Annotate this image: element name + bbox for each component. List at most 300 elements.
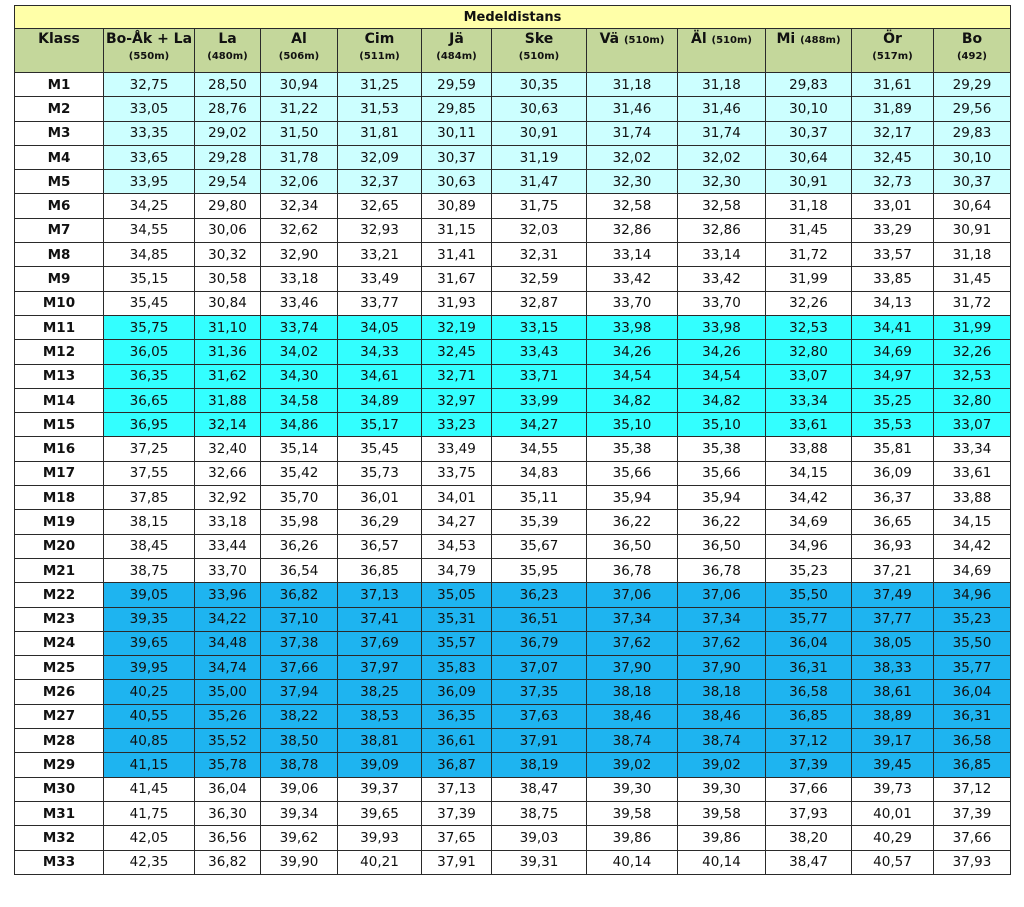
time-cell: 35,53 [852, 413, 934, 437]
time-cell: 36,78 [678, 558, 766, 582]
time-cell: 33,23 [422, 413, 492, 437]
time-cell: 39,93 [338, 826, 422, 850]
time-cell: 33,77 [338, 291, 422, 315]
time-cell: 37,62 [678, 631, 766, 655]
time-cell: 42,35 [104, 850, 195, 874]
time-cell: 36,29 [338, 510, 422, 534]
time-cell: 34,74 [195, 656, 261, 680]
time-cell: 33,42 [587, 267, 678, 291]
column-header-5 [422, 29, 492, 73]
time-cell: 36,05 [104, 340, 195, 364]
time-cell: 31,18 [678, 73, 766, 97]
time-cell: 38,46 [587, 704, 678, 728]
time-cell: 34,05 [338, 315, 422, 339]
time-cell: 38,25 [338, 680, 422, 704]
time-cell: 38,18 [678, 680, 766, 704]
time-cell: 37,34 [587, 607, 678, 631]
time-cell: 39,35 [104, 607, 195, 631]
time-cell: 31,99 [766, 267, 852, 291]
time-cell: 36,61 [422, 729, 492, 753]
time-cell: 31,36 [195, 340, 261, 364]
time-cell: 34,79 [422, 558, 492, 582]
time-cell: 32,90 [261, 243, 338, 267]
time-cell: 34,26 [678, 340, 766, 364]
time-cell: 31,78 [261, 145, 338, 169]
time-cell: 31,93 [422, 291, 492, 315]
table-row [15, 145, 1011, 169]
time-cell: 37,93 [766, 801, 852, 825]
time-cell: 35,45 [338, 437, 422, 461]
time-cell: 31,45 [934, 267, 1011, 291]
time-cell: 35,14 [261, 437, 338, 461]
time-cell: 32,59 [492, 267, 587, 291]
time-cell: 34,54 [587, 364, 678, 388]
time-cell: 32,71 [422, 364, 492, 388]
time-cell: 34,33 [338, 340, 422, 364]
time-cell: 39,86 [678, 826, 766, 850]
klass-cell: M33 [15, 850, 104, 874]
time-cell: 29,56 [934, 97, 1011, 121]
time-cell: 33,70 [678, 291, 766, 315]
time-cell: 35,95 [492, 558, 587, 582]
column-header-8 [678, 29, 766, 73]
time-cell: 36,01 [338, 486, 422, 510]
time-cell: 39,31 [492, 850, 587, 874]
table-row [15, 121, 1011, 145]
time-cell: 29,29 [934, 73, 1011, 97]
table-row [15, 243, 1011, 267]
time-cell: 34,83 [492, 461, 587, 485]
time-cell: 35,15 [104, 267, 195, 291]
column-header-name: Ske [524, 31, 554, 47]
time-cell: 38,81 [338, 729, 422, 753]
time-cell: 32,53 [934, 364, 1011, 388]
time-cell: 31,81 [338, 121, 422, 145]
time-cell: 33,49 [338, 267, 422, 291]
time-cell: 37,39 [934, 801, 1011, 825]
time-cell: 34,41 [852, 315, 934, 339]
klass-cell: M8 [15, 243, 104, 267]
time-cell: 33,96 [195, 583, 261, 607]
table-row [15, 704, 1011, 728]
time-cell: 37,34 [678, 607, 766, 631]
time-cell: 37,39 [766, 753, 852, 777]
column-header-distance: (510m) [518, 51, 560, 62]
time-cell: 32,30 [678, 170, 766, 194]
table-title: Medeldistans [15, 6, 1011, 29]
table-row [15, 413, 1011, 437]
time-cell: 35,00 [195, 680, 261, 704]
time-cell: 33,42 [678, 267, 766, 291]
time-cell: 37,41 [338, 607, 422, 631]
table-body [15, 73, 1011, 875]
time-cell: 38,19 [492, 753, 587, 777]
time-cell: 32,86 [587, 218, 678, 242]
column-header-distance: (510m) [623, 35, 665, 46]
time-cell: 35,25 [852, 388, 934, 412]
time-cell: 32,02 [587, 145, 678, 169]
time-cell: 31,72 [934, 291, 1011, 315]
time-cell: 39,37 [338, 777, 422, 801]
column-header-1 [104, 29, 195, 73]
time-cell: 35,94 [587, 486, 678, 510]
time-cell: 36,87 [422, 753, 492, 777]
time-cell: 37,91 [492, 729, 587, 753]
column-header-distance: (510m) [711, 35, 752, 46]
time-cell: 34,27 [492, 413, 587, 437]
klass-cell: M1 [15, 73, 104, 97]
time-cell: 30,37 [934, 170, 1011, 194]
time-cell: 34,30 [261, 364, 338, 388]
column-header-10 [852, 29, 934, 73]
time-cell: 32,03 [492, 218, 587, 242]
time-cell: 33,34 [766, 388, 852, 412]
time-cell: 41,45 [104, 777, 195, 801]
time-cell: 35,23 [766, 558, 852, 582]
time-cell: 37,39 [422, 801, 492, 825]
table-row [15, 194, 1011, 218]
time-cell: 31,15 [422, 218, 492, 242]
time-cell: 37,91 [422, 850, 492, 874]
table-row [15, 364, 1011, 388]
time-cell: 28,50 [195, 73, 261, 97]
time-cell: 34,82 [678, 388, 766, 412]
time-cell: 30,58 [195, 267, 261, 291]
time-cell: 35,31 [422, 607, 492, 631]
time-cell: 35,67 [492, 534, 587, 558]
column-header-name: Al [291, 31, 307, 47]
time-cell: 32,58 [587, 194, 678, 218]
time-cell: 35,94 [678, 486, 766, 510]
time-cell: 30,11 [422, 121, 492, 145]
time-cell: 35,70 [261, 486, 338, 510]
time-cell: 40,57 [852, 850, 934, 874]
time-cell: 30,37 [422, 145, 492, 169]
time-cell: 34,27 [422, 510, 492, 534]
table-row [15, 753, 1011, 777]
time-cell: 38,74 [678, 729, 766, 753]
time-cell: 33,98 [678, 315, 766, 339]
time-cell: 31,88 [195, 388, 261, 412]
klass-cell: M26 [15, 680, 104, 704]
time-cell: 34,96 [766, 534, 852, 558]
time-cell: 39,05 [104, 583, 195, 607]
time-cell: 33,05 [104, 97, 195, 121]
time-cell: 34,42 [934, 534, 1011, 558]
time-cell: 37,06 [587, 583, 678, 607]
klass-cell: M28 [15, 729, 104, 753]
time-cell: 31,22 [261, 97, 338, 121]
table-row [15, 558, 1011, 582]
time-cell: 33,07 [766, 364, 852, 388]
time-cell: 30,91 [766, 170, 852, 194]
time-cell: 34,25 [104, 194, 195, 218]
klass-cell: M9 [15, 267, 104, 291]
time-cell: 36,26 [261, 534, 338, 558]
klass-cell: M29 [15, 753, 104, 777]
time-cell: 32,31 [492, 243, 587, 267]
time-cell: 38,20 [766, 826, 852, 850]
time-cell: 31,18 [766, 194, 852, 218]
time-cell: 33,88 [766, 437, 852, 461]
time-cell: 31,45 [766, 218, 852, 242]
time-cell: 39,02 [678, 753, 766, 777]
time-cell: 32,66 [195, 461, 261, 485]
time-cell: 41,15 [104, 753, 195, 777]
time-cell: 30,63 [422, 170, 492, 194]
column-header-distance: (484m) [436, 51, 477, 62]
time-cell: 36,04 [934, 680, 1011, 704]
time-cell: 37,66 [934, 826, 1011, 850]
time-cell: 33,88 [934, 486, 1011, 510]
medeldistans-table [14, 5, 1011, 875]
time-cell: 31,53 [338, 97, 422, 121]
time-cell: 39,34 [261, 801, 338, 825]
time-cell: 32,06 [261, 170, 338, 194]
time-cell: 38,47 [766, 850, 852, 874]
time-cell: 33,18 [261, 267, 338, 291]
time-cell: 40,14 [587, 850, 678, 874]
time-cell: 37,66 [261, 656, 338, 680]
time-cell: 33,35 [104, 121, 195, 145]
table-row [15, 729, 1011, 753]
time-cell: 35,98 [261, 510, 338, 534]
klass-cell: M16 [15, 437, 104, 461]
klass-cell: M13 [15, 364, 104, 388]
time-cell: 31,10 [195, 315, 261, 339]
time-cell: 36,35 [104, 364, 195, 388]
time-cell: 37,93 [934, 850, 1011, 874]
time-cell: 34,54 [678, 364, 766, 388]
time-cell: 34,13 [852, 291, 934, 315]
time-cell: 33,01 [852, 194, 934, 218]
time-cell: 36,95 [104, 413, 195, 437]
time-cell: 32,17 [852, 121, 934, 145]
time-cell: 37,69 [338, 631, 422, 655]
time-cell: 36,58 [766, 680, 852, 704]
time-cell: 37,62 [587, 631, 678, 655]
time-cell: 37,35 [492, 680, 587, 704]
time-cell: 35,73 [338, 461, 422, 485]
time-cell: 30,37 [766, 121, 852, 145]
time-cell: 36,51 [492, 607, 587, 631]
table-row [15, 607, 1011, 631]
time-cell: 35,26 [195, 704, 261, 728]
time-cell: 32,30 [587, 170, 678, 194]
time-cell: 31,46 [587, 97, 678, 121]
time-cell: 36,65 [852, 510, 934, 534]
time-cell: 32,86 [678, 218, 766, 242]
time-cell: 36,30 [195, 801, 261, 825]
column-header-name: Jä [449, 31, 464, 47]
time-cell: 36,57 [338, 534, 422, 558]
time-cell: 33,71 [492, 364, 587, 388]
time-cell: 31,46 [678, 97, 766, 121]
table-row [15, 437, 1011, 461]
time-cell: 34,86 [261, 413, 338, 437]
time-cell: 33,85 [852, 267, 934, 291]
time-cell: 30,06 [195, 218, 261, 242]
time-cell: 31,74 [587, 121, 678, 145]
time-cell: 32,14 [195, 413, 261, 437]
time-cell: 35,52 [195, 729, 261, 753]
time-cell: 34,85 [104, 243, 195, 267]
time-cell: 40,55 [104, 704, 195, 728]
time-cell: 39,62 [261, 826, 338, 850]
time-cell: 37,13 [338, 583, 422, 607]
time-cell: 30,32 [195, 243, 261, 267]
time-cell: 34,22 [195, 607, 261, 631]
column-header-name: Bo-Åk + La [105, 31, 193, 47]
table-row [15, 534, 1011, 558]
time-cell: 39,02 [587, 753, 678, 777]
time-cell: 35,78 [195, 753, 261, 777]
table-row [15, 850, 1011, 874]
time-cell: 36,85 [338, 558, 422, 582]
time-cell: 35,66 [678, 461, 766, 485]
time-cell: 37,77 [852, 607, 934, 631]
time-cell: 34,42 [766, 486, 852, 510]
time-cell: 33,70 [587, 291, 678, 315]
time-cell: 39,03 [492, 826, 587, 850]
time-cell: 37,66 [766, 777, 852, 801]
time-cell: 37,12 [934, 777, 1011, 801]
time-cell: 35,38 [587, 437, 678, 461]
time-cell: 32,93 [338, 218, 422, 242]
time-cell: 33,70 [195, 558, 261, 582]
time-cell: 40,01 [852, 801, 934, 825]
time-cell: 37,07 [492, 656, 587, 680]
time-cell: 36,23 [492, 583, 587, 607]
time-cell: 35,57 [422, 631, 492, 655]
time-cell: 41,75 [104, 801, 195, 825]
column-header-9 [766, 29, 852, 73]
time-cell: 35,23 [934, 607, 1011, 631]
column-header-2 [195, 29, 261, 73]
time-cell: 38,61 [852, 680, 934, 704]
table-row [15, 315, 1011, 339]
time-cell: 39,09 [338, 753, 422, 777]
time-cell: 37,21 [852, 558, 934, 582]
time-cell: 37,55 [104, 461, 195, 485]
time-cell: 33,74 [261, 315, 338, 339]
time-cell: 29,59 [422, 73, 492, 97]
time-cell: 39,58 [678, 801, 766, 825]
time-cell: 30,10 [766, 97, 852, 121]
time-cell: 31,61 [852, 73, 934, 97]
klass-cell: M4 [15, 145, 104, 169]
time-cell: 34,82 [587, 388, 678, 412]
time-cell: 38,45 [104, 534, 195, 558]
time-cell: 30,64 [766, 145, 852, 169]
time-cell: 34,69 [934, 558, 1011, 582]
time-cell: 33,99 [492, 388, 587, 412]
time-cell: 33,14 [587, 243, 678, 267]
time-cell: 32,80 [766, 340, 852, 364]
table-row [15, 388, 1011, 412]
time-cell: 39,30 [678, 777, 766, 801]
time-cell: 37,65 [422, 826, 492, 850]
time-cell: 33,46 [261, 291, 338, 315]
time-cell: 33,18 [195, 510, 261, 534]
time-cell: 31,72 [766, 243, 852, 267]
klass-cell: M7 [15, 218, 104, 242]
time-cell: 34,01 [422, 486, 492, 510]
time-cell: 38,22 [261, 704, 338, 728]
time-cell: 32,80 [934, 388, 1011, 412]
column-header-distance: (517m) [872, 51, 913, 62]
time-cell: 40,25 [104, 680, 195, 704]
time-cell: 35,45 [104, 291, 195, 315]
time-cell: 30,91 [492, 121, 587, 145]
klass-cell: M5 [15, 170, 104, 194]
time-cell: 30,35 [492, 73, 587, 97]
time-cell: 36,22 [587, 510, 678, 534]
klass-cell: M25 [15, 656, 104, 680]
time-cell: 37,13 [422, 777, 492, 801]
time-cell: 32,75 [104, 73, 195, 97]
time-cell: 33,57 [852, 243, 934, 267]
time-cell: 37,25 [104, 437, 195, 461]
column-header-name: Bo [961, 31, 983, 47]
time-cell: 28,76 [195, 97, 261, 121]
klass-cell: M27 [15, 704, 104, 728]
time-cell: 37,90 [678, 656, 766, 680]
table-row [15, 218, 1011, 242]
time-cell: 36,78 [587, 558, 678, 582]
time-cell: 36,35 [422, 704, 492, 728]
time-cell: 42,05 [104, 826, 195, 850]
time-cell: 30,94 [261, 73, 338, 97]
time-cell: 37,90 [587, 656, 678, 680]
column-header-3 [261, 29, 338, 73]
time-cell: 32,62 [261, 218, 338, 242]
time-cell: 33,43 [492, 340, 587, 364]
time-cell: 37,85 [104, 486, 195, 510]
column-header-7 [587, 29, 678, 73]
klass-cell: M19 [15, 510, 104, 534]
time-cell: 34,58 [261, 388, 338, 412]
column-header-distance: (506m) [278, 51, 320, 62]
time-cell: 33,21 [338, 243, 422, 267]
table-row [15, 510, 1011, 534]
table-row [15, 340, 1011, 364]
column-header-name: La [218, 31, 237, 47]
time-cell: 39,95 [104, 656, 195, 680]
time-cell: 31,25 [338, 73, 422, 97]
time-cell: 34,96 [934, 583, 1011, 607]
table-row [15, 680, 1011, 704]
time-cell: 30,63 [492, 97, 587, 121]
time-cell: 29,85 [422, 97, 492, 121]
klass-cell: M15 [15, 413, 104, 437]
time-cell: 40,14 [678, 850, 766, 874]
time-cell: 30,91 [934, 218, 1011, 242]
column-header-0 [15, 29, 104, 73]
time-cell: 33,95 [104, 170, 195, 194]
time-cell: 33,61 [766, 413, 852, 437]
time-cell: 36,50 [678, 534, 766, 558]
time-cell: 38,75 [492, 801, 587, 825]
column-header-row [15, 29, 1011, 73]
time-cell: 34,61 [338, 364, 422, 388]
table-row [15, 801, 1011, 825]
table-row [15, 291, 1011, 315]
time-cell: 35,50 [766, 583, 852, 607]
time-cell: 38,18 [587, 680, 678, 704]
time-cell: 37,10 [261, 607, 338, 631]
time-cell: 31,19 [492, 145, 587, 169]
